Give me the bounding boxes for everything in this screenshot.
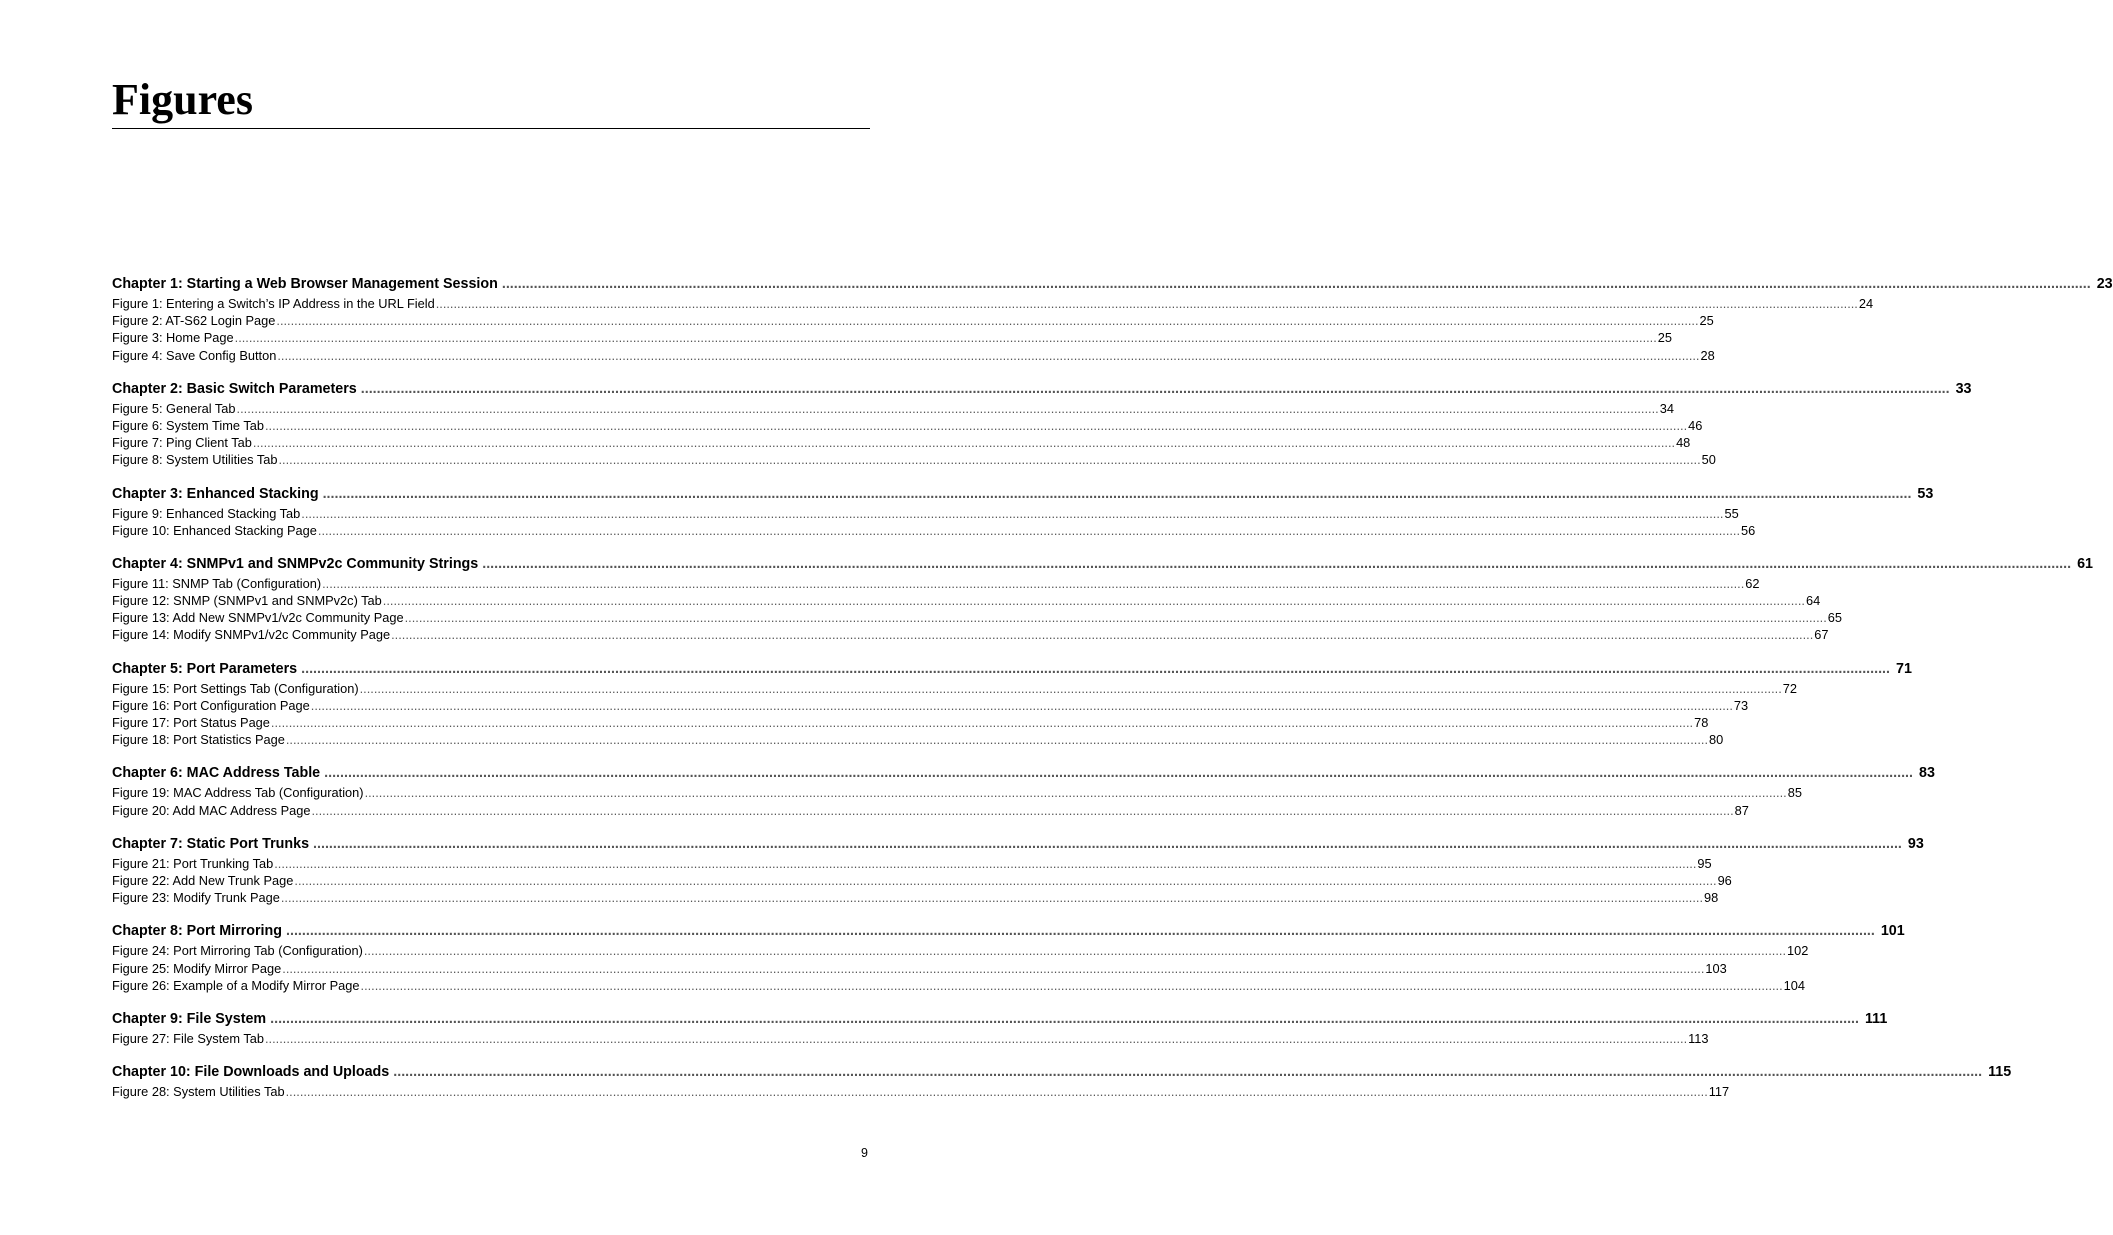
chapter-entry[interactable] xyxy=(112,923,1905,940)
figure-entry[interactable] xyxy=(112,295,1874,312)
dot-leader: ................................................................................................................................................................................................................................................................................................................................................................................................................ xyxy=(404,610,1827,626)
chapter-page-number: 93 xyxy=(1907,835,1924,852)
dot-leader: ................................................................................................................................................................................................................................................................................................................................................................................................................ xyxy=(301,505,1724,521)
dot-leader: ................................................................................................................................................................................................................................................................................................................................................................................................................ xyxy=(393,1064,1983,1081)
dot-leader: ................................................................................................................................................................................................................................................................................................................................................................................................................ xyxy=(264,417,1688,433)
dot-leader: ................................................................................................................................................................................................................................................................................................................................................................................................................ xyxy=(285,1084,1708,1100)
chapter-title: Chapter 8: Port Mirroring xyxy=(112,923,282,940)
dot-leader: ................................................................................................................................................................................................................................................................................................................................................................................................................ xyxy=(363,943,1786,959)
dot-leader: ................................................................................................................................................................................................................................................................................................................................................................................................................ xyxy=(324,765,1913,782)
chapter-page-number: 115 xyxy=(1988,1064,2012,1081)
figure-page-number: 25 xyxy=(1699,313,1714,329)
figure-entry[interactable] xyxy=(112,400,1674,417)
title-rule xyxy=(112,128,870,129)
figure-page-number: 102 xyxy=(1787,943,1809,959)
dot-leader: ................................................................................................................................................................................................................................................................................................................................................................................................................ xyxy=(294,872,1717,888)
chapter-entry[interactable] xyxy=(112,485,1934,503)
figure-title: Figure 12: SNMP (SNMPv1 and SNMPv2c) Tab xyxy=(112,593,382,609)
dot-leader: ................................................................................................................................................................................................................................................................................................................................................................................................................ xyxy=(391,627,1814,643)
dot-leader: ................................................................................................................................................................................................................................................................................................................................................................................................................ xyxy=(276,313,1699,329)
dot-leader: ................................................................................................................................................................................................................................................................................................................................................................................................................ xyxy=(322,485,1912,502)
chapter-page-number: 71 xyxy=(1896,660,1912,677)
dot-leader: ................................................................................................................................................................................................................................................................................................................................................................................................................ xyxy=(270,715,1694,730)
chapter-title: Chapter 3: Enhanced Stacking xyxy=(112,485,319,502)
chapter-title: Chapter 1: Starting a Web Browser Management Session xyxy=(112,276,498,292)
figure-page-number: 73 xyxy=(1733,697,1749,713)
figure-page-number: 46 xyxy=(1688,417,1703,433)
chapter-entry[interactable] xyxy=(112,555,2093,573)
chapter-page-number: 33 xyxy=(1955,380,1972,397)
dot-leader: ................................................................................................................................................................................................................................................................................................................................................................................................................ xyxy=(360,977,1783,993)
dot-leader: ................................................................................................................................................................................................................................................................................................................................................................................................................ xyxy=(313,835,1902,852)
figure-title: Figure 5: General Tab xyxy=(112,400,236,416)
figure-page-number: 85 xyxy=(1787,785,1802,801)
figure-entry[interactable] xyxy=(112,451,1716,468)
page-number: 9 xyxy=(861,1146,868,1160)
figure-page-number: 96 xyxy=(1717,872,1732,888)
dot-leader: ................................................................................................................................................................................................................................................................................................................................................................................................................ xyxy=(278,452,1701,468)
chapter-page-number: 53 xyxy=(1917,485,1934,502)
figure-title: Figure 4: Save Config Button xyxy=(112,347,277,363)
chapter-entry[interactable] xyxy=(112,1064,2012,1081)
figure-entry[interactable] xyxy=(112,889,1719,906)
figure-title: Figure 8: System Utilities Tab xyxy=(112,452,278,468)
dot-leader: ................................................................................................................................................................................................................................................................................................................................................................................................................ xyxy=(435,296,1858,311)
figure-entry[interactable] xyxy=(112,329,1673,346)
figure-entry[interactable] xyxy=(112,784,1802,801)
figure-page-number: 78 xyxy=(1694,715,1709,730)
dot-leader: ................................................................................................................................................................................................................................................................................................................................................................................................................ xyxy=(234,330,1657,346)
figure-title: Figure 25: Modify Mirror Page xyxy=(112,960,282,976)
figure-title: Figure 7: Ping Client Tab xyxy=(112,435,252,451)
figure-entry[interactable] xyxy=(112,960,1727,977)
chapter-title: Chapter 7: Static Port Trunks xyxy=(112,835,310,852)
chapter-entry[interactable] xyxy=(112,660,1912,678)
figure-entry[interactable] xyxy=(112,1083,1730,1100)
figure-entry[interactable] xyxy=(112,312,1714,329)
chapter-page-number: 61 xyxy=(2077,555,2093,572)
figure-entry[interactable] xyxy=(112,731,1724,748)
figure-title: Figure 1: Entering a Switch’s IP Address in the URL Field xyxy=(112,296,435,311)
figure-title: Figure 14: Modify SNMPv1/v2c Community Page xyxy=(112,627,391,643)
dot-leader: ................................................................................................................................................................................................................................................................................................................................................................................................................ xyxy=(277,347,1700,363)
figure-entry[interactable] xyxy=(112,592,1821,609)
figure-title: Figure 3: Home Page xyxy=(112,330,234,346)
figure-entry[interactable] xyxy=(112,1030,1709,1047)
figure-title: Figure 11: SNMP Tab (Configuration) xyxy=(112,575,322,591)
figure-title: Figure 24: Port Mirroring Tab (Configuration) xyxy=(112,943,363,959)
figure-title: Figure 22: Add New Trunk Page xyxy=(112,872,294,888)
figure-entry[interactable] xyxy=(112,417,1703,434)
chapter-entry[interactable] xyxy=(112,380,1972,398)
chapter-entry[interactable] xyxy=(112,1010,1888,1028)
figure-entry[interactable] xyxy=(112,575,1760,592)
dot-leader: ................................................................................................................................................................................................................................................................................................................................................................................................................ xyxy=(236,400,1659,416)
figure-title: Figure 19: MAC Address Tab (Configuration) xyxy=(112,785,364,801)
figure-title: Figure 23: Modify Trunk Page xyxy=(112,890,280,906)
figure-page-number: 48 xyxy=(1676,435,1691,451)
figure-page-number: 65 xyxy=(1827,610,1843,626)
figure-entry[interactable] xyxy=(112,802,1749,819)
dot-leader: ................................................................................................................................................................................................................................................................................................................................................................................................................ xyxy=(364,785,1787,801)
figure-title: Figure 15: Port Settings Tab (Configuration) xyxy=(112,680,359,696)
dot-leader: ................................................................................................................................................................................................................................................................................................................................................................................................................ xyxy=(274,855,1697,871)
chapter-title: Chapter 10: File Downloads and Uploads xyxy=(112,1064,390,1081)
dot-leader: ................................................................................................................................................................................................................................................................................................................................................................................................................ xyxy=(270,1010,1859,1027)
figure-page-number: 80 xyxy=(1709,732,1724,748)
figure-page-number: 104 xyxy=(1783,977,1806,993)
chapter-title: Chapter 6: MAC Address Table xyxy=(112,765,321,782)
figure-entry[interactable] xyxy=(112,626,1829,643)
page-title: Figures xyxy=(112,75,253,124)
chapter-page-number: 23 xyxy=(2096,276,2113,292)
figure-page-number: 64 xyxy=(1805,593,1821,609)
chapter-entry[interactable] xyxy=(112,276,2113,293)
dot-leader: ................................................................................................................................................................................................................................................................................................................................................................................................................ xyxy=(382,593,1805,609)
dot-leader: ................................................................................................................................................................................................................................................................................................................................................................................................................ xyxy=(286,923,1875,940)
dot-leader: ................................................................................................................................................................................................................................................................................................................................................................................................................ xyxy=(285,732,1708,748)
chapter-title: Chapter 9: File System xyxy=(112,1010,267,1027)
chapter-page-number: 83 xyxy=(1919,765,1935,782)
chapter-page-number: 111 xyxy=(1865,1010,1888,1027)
figure-title: Figure 28: System Utilities Tab xyxy=(112,1084,285,1100)
dot-leader: ................................................................................................................................................................................................................................................................................................................................................................................................................ xyxy=(311,802,1734,818)
figure-entry[interactable] xyxy=(112,872,1732,889)
figure-page-number: 56 xyxy=(1741,522,1756,538)
chapter-title: Chapter 2: Basic Switch Parameters xyxy=(112,380,357,397)
figure-page-number: 117 xyxy=(1708,1084,1730,1100)
figure-page-number: 113 xyxy=(1688,1030,1709,1046)
dot-leader: ................................................................................................................................................................................................................................................................................................................................................................................................................ xyxy=(322,575,1745,591)
figure-page-number: 28 xyxy=(1700,347,1715,363)
figure-page-number: 103 xyxy=(1705,960,1727,976)
dot-leader: ................................................................................................................................................................................................................................................................................................................................................................................................................ xyxy=(482,555,2072,572)
figure-page-number: 95 xyxy=(1697,855,1712,871)
figure-title: Figure 26: Example of a Modify Mirror Page xyxy=(112,977,360,993)
figure-title: Figure 10: Enhanced Stacking Page xyxy=(112,522,317,538)
chapter-title: Chapter 4: SNMPv1 and SNMPv2c Community Strings xyxy=(112,555,479,572)
figure-page-number: 25 xyxy=(1657,330,1673,346)
dot-leader: ................................................................................................................................................................................................................................................................................................................................................................................................................ xyxy=(359,680,1782,696)
figure-title: Figure 13: Add New SNMPv1/v2c Community Page xyxy=(112,610,404,626)
figure-page-number: 67 xyxy=(1814,627,1829,643)
figure-entry[interactable] xyxy=(112,697,1749,714)
chapter-title: Chapter 5: Port Parameters xyxy=(112,660,298,677)
figure-page-number: 55 xyxy=(1724,505,1739,521)
figure-title: Figure 27: File System Tab xyxy=(112,1030,264,1046)
dot-leader: ................................................................................................................................................................................................................................................................................................................................................................................................................ xyxy=(280,890,1704,906)
dot-leader: ................................................................................................................................................................................................................................................................................................................................................................................................................ xyxy=(264,1030,1688,1046)
figure-page-number: 72 xyxy=(1782,680,1797,696)
chapter-entry[interactable] xyxy=(112,835,1924,853)
figure-entry[interactable] xyxy=(112,347,1715,364)
figure-page-number: 87 xyxy=(1734,802,1749,818)
dot-leader: ................................................................................................................................................................................................................................................................................................................................................................................................................ xyxy=(310,697,1733,713)
dot-leader: ................................................................................................................................................................................................................................................................................................................................................................................................................ xyxy=(360,380,1950,397)
figure-page-number: 50 xyxy=(1701,452,1716,468)
figure-page-number: 62 xyxy=(1745,575,1760,591)
dot-leader: ................................................................................................................................................................................................................................................................................................................................................................................................................ xyxy=(252,435,1676,451)
figure-title: Figure 16: Port Configuration Page xyxy=(112,697,310,713)
dot-leader: ................................................................................................................................................................................................................................................................................................................................................................................................................ xyxy=(301,660,1890,677)
figure-title: Figure 21: Port Trunking Tab xyxy=(112,855,274,871)
figure-entry[interactable] xyxy=(112,434,1691,451)
dot-leader: ................................................................................................................................................................................................................................................................................................................................................................................................................ xyxy=(282,960,1705,976)
figure-entry[interactable] xyxy=(112,609,1843,626)
figure-entry[interactable] xyxy=(112,855,1712,872)
figure-page-number: 34 xyxy=(1659,400,1674,416)
figure-entry[interactable] xyxy=(112,505,1739,522)
list-of-figures xyxy=(112,276,2113,1100)
figure-title: Figure 18: Port Statistics Page xyxy=(112,732,285,748)
chapter-page-number: 101 xyxy=(1880,923,1905,940)
figure-title: Figure 9: Enhanced Stacking Tab xyxy=(112,505,301,521)
figure-title: Figure 2: AT-S62 Login Page xyxy=(112,313,276,329)
figure-entry[interactable] xyxy=(112,522,1756,539)
figure-title: Figure 6: System Time Tab xyxy=(112,417,264,433)
chapter-entry[interactable] xyxy=(112,765,1935,782)
figure-page-number: 98 xyxy=(1704,890,1719,906)
dot-leader: ................................................................................................................................................................................................................................................................................................................................................................................................................ xyxy=(317,522,1741,538)
figure-title: Figure 20: Add MAC Address Page xyxy=(112,802,311,818)
figure-entry[interactable] xyxy=(112,942,1809,959)
figure-entry[interactable] xyxy=(112,714,1709,731)
figure-page-number: 24 xyxy=(1858,296,1874,311)
figure-title: Figure 17: Port Status Page xyxy=(112,715,270,730)
dot-leader: ................................................................................................................................................................................................................................................................................................................................................................................................................ xyxy=(501,276,2091,292)
figure-entry[interactable] xyxy=(112,680,1797,697)
figure-entry[interactable] xyxy=(112,977,1806,994)
